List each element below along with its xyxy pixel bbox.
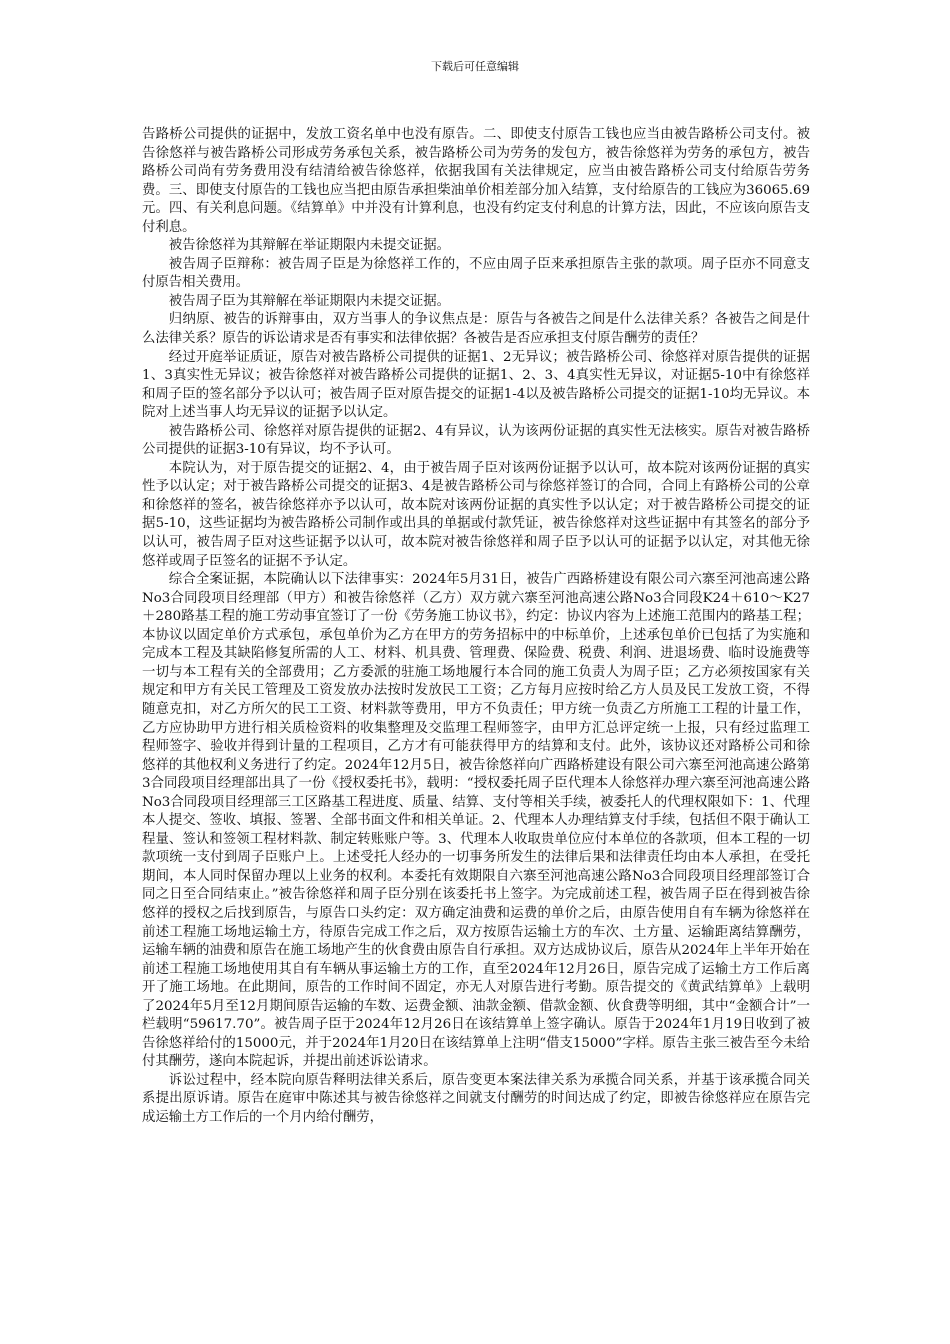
document-body xyxy=(142,126,810,1128)
paragraph: 被告周子臣为其辩解在举证期限内未提交证据。 xyxy=(168,293,450,309)
paragraph: 被告路桥公司、徐悠祥对原告提供的证据2、4有异议，认为该两份证据的真实性无法核实。原告对被告路桥公司提供的证据3-10有异议，均不予认可。 xyxy=(142,423,810,458)
page-header: 下载后可任意编辑 xyxy=(431,60,519,73)
paragraph: 诉讼过程中，经本院向原告释明法律关系后，原告变更本案法律关系为承揽合同关系，并基于该承揽合同关系提出原诉请。原告在庭审中陈述其与被告徐悠祥之间就支付酬劳的时间达成了约定，即被告徐悠祥应在原告完成运输土方工作后的一个月内给付酬劳， xyxy=(142,1072,810,1125)
paragraph: 本院认为，对于原告提交的证据2、4，由于被告周子臣对该两份证据予以认可，故本院对该两份证据的真实性予以认定；对于被告路桥公司提交的证据3、4是被告路桥公司与徐悠祥签订的合同，合同上有路桥公司的公章和徐悠祥的签名，被告徐悠祥亦予以认可，故本院对该两份证据的真实性予以认定；对于被告路桥公司提交的证据5-10，这些证据均为被告路桥公司制作或出具的单据或付款凭证，被告徐悠祥对这些证据中有其签名的部分予以认可，被告周子臣对这些证据予以认可，故本院对被告徐悠祥和周子臣予以认可的证据予以认定，对其他无徐悠祥或周子臣签名的证据不予认定。 xyxy=(142,460,810,569)
paragraph: 经过开庭举证质证，原告对被告路桥公司提供的证据1、2无异议；被告路桥公司、徐悠祥对原告提供的证据1、3真实性无异议；被告徐悠祥对被告路桥公司提供的证据1、2、3、4真实性无异议，对证据5-10中有徐悠祥和周子臣的签名部分予以认可；被告周子臣对原告提交的证据1-4以及被告路桥公司提交的证据1-10均无异议。本院对上述当事人均无异议的证据予以认定。 xyxy=(142,349,810,421)
paragraph: 被告周子臣辩称：被告周子臣是为徐悠祥工作的，不应由周子臣来承担原告主张的款项。周子臣亦不同意支付原告相关费用。 xyxy=(142,256,810,291)
paragraph: 告路桥公司提供的证据中，发放工资名单中也没有原告。二、即使支付原告工钱也应当由被告路桥公司支付。被告徐悠祥与被告路桥公司形成劳务承包关系，被告路桥公司为劳务的发包方，被告徐悠祥为劳务的承包方，被告路桥公司尚有劳务费用没有结清给被告徐悠祥，依据我国有关法律规定，应当由被告路桥公司支付给原告劳务费。三、即使支付原告的工钱也应当把由原告承担柴油单价相差部分加入结算，支付给原告的工钱应为36065.69元。四、有关利息问题。《结算单》中并没有计算利息，也没有约定支付利息的计算方法，因此，不应该向原告支付利息。 xyxy=(142,127,810,235)
paragraph: 归纳原、被告的诉辩事由，双方当事人的争议焦点是：原告与各被告之间是什么法律关系？各被告之间是什么法律关系？原告的诉讼请求是否有事实和法律依据？各被告是否应承担支付原告酬劳的责任？ xyxy=(142,312,810,347)
paragraph: 综合全案证据，本院确认以下法律事实：2024年5月31日，被告广西路桥建设有限公司六寨至河池高速公路No3合同段项目经理部（甲方）和被告徐悠祥（乙方）双方就六寨至河池高速公路No3合同段K24＋610～K27＋280路基工程的施工劳动事宜签订了一份《劳务施工协议书》，约定：协议内容为上述施工范围内的路基工程；本协议以固定单价方式承包，承包单价为乙方在甲方的劳务招标中的中标单价，上述承包单价已包括了为实施和完成本工程及其缺陷修复所需的人工、材料、机具费、管理费、保险费、税费、利润、进退场费、临时设施费等一切与本工程有关的全部费用；乙方委派的驻施工场地履行本合同的施工负责人为周子臣；乙方必须按国家有关规定和甲方有关民工管理及工资发放办法按时发放民工工资；乙方每月应按时给乙方人员及民工发放工资，不得随意克扣，对乙方所欠的民工工资、材料款等费用，甲方不负责任；甲方统一负责乙方所施工工程的计量工作，乙方应协助甲方进行相关质检资料的收集整理及交监理工程师签字，由甲方汇总评定统一上报，只有经过监理工程师签字、验收并得到计量的工程项目，乙方才有可能获得甲方的结算和支付。此外，该协议还对路桥公司和徐悠祥的其他权利义务进行了约定。2024年12月5日，被告徐悠祥向广西路桥建设有限公司六寨至河池高速公路第3合同段项目经理部出具了一份《授权委托书》，载明：“授权委托周子臣代理本人徐悠祥办理六寨至河池高速公路No3合同段项目经理部三工区路基工程进度、质量、结算、支付等相关手续，被委托人的代理权限如下：1、代理本人提交、签收、填报、签署、全部书面文件和相关单证。2、代理本人办理结算支付手续，包括但不限于确认工程量、签认和签领工程材料款、制定转账账户等。3、代理本人收取贵单位应付本单位的各款项，但本工程的一切款项统一支付到周子臣账户上。上述受托人经办的一切事务所发生的法律后果和法律责任均由本人承担，在受托期间，本人同时保留办理以上业务的权利。本委托有效期限自六寨至河池高速公路No3合同段项目经理部签订合同之日至合同结束止。”被告徐悠祥和周子臣分别在该委托书上签字。为完成前述工程，被告周子臣在得到被告徐悠祥的授权之后找到原告，与原告口头约定：双方确定油费和运费的单价之后，由原告使用自有车辆为徐悠祥在前述工程施工场地运输土方，待原告完成工作之后，双方按原告运输土方的车次、土方量、运输距离结算酬劳，运输车辆的油费和原告在施工场地产生的伙食费由原告自行承担。双方达成协议后，原告从2024年上半年开始在前述工程施工场地使用其自有车辆从事运输土方的工作，直至2024年12月26日，原告完成了运输土方工作后离开了施工场地。在此期间，原告的工作时间不固定，亦无人对原告进行考勤。原告提交的《黄武结算单》上载明了2024年5月至12月期间原告运输的车数、运费金额、油款金额、借款金额、伙食费等明细，其中“金额合计”一栏载明“59617.70”。被告周子臣于2024年12月26日在该结算单上签字确认。原告于2024年1月19日收到了被告徐悠祥给付的15000元，并于2024年1月20日在该结算单上注明“借支15000”字样。原告主张三被告至今未给付其酬劳，遂向本院起诉，并提出前述诉讼请求。 xyxy=(142,572,810,1070)
paragraph: 被告徐悠祥为其辩解在举证期限内未提交证据。 xyxy=(168,238,450,254)
